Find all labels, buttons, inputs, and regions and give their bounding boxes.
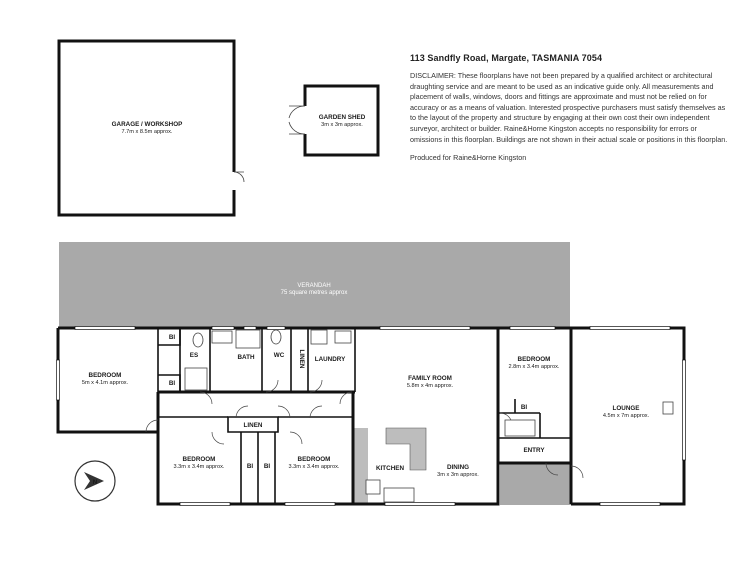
lounge-dimensions: 4.5m x 7m approx. <box>602 413 650 419</box>
garden-shed <box>289 86 378 155</box>
linen-vertical-label: LINEN <box>298 349 305 369</box>
ensuite-label: ES <box>189 352 199 359</box>
bi-b2-label: BI <box>246 463 254 470</box>
verandah <box>59 242 570 328</box>
entry-label: ENTRY <box>523 447 545 454</box>
dining-label: DINING <box>446 464 470 471</box>
kitchen-label: KITCHEN <box>376 465 404 472</box>
plan-info <box>410 53 728 162</box>
garage-dimensions: 7.7m x 8.5m approx. <box>121 129 173 135</box>
bath-label: BATH <box>237 354 255 361</box>
house-walls <box>58 328 684 504</box>
disclaimer-text: DISCLAIMER: These floorplans have not been prepared by a qualified architect or architectural draughting service and are meant to be used as an indicative guide only. All measurements and placement of walls, windows, doors and fittings are approximate and must not be relied on for accuracy or as a means of valuation. Interested prospective purchasers must satisfy themselves as to the layout of the property and structure by engaging at their own cost their own independent surveyor, architect or builder. Raine&Horne Kingston accepts no responsibility for errors or omissions in this floorplan. Buildings are not shown in their actual scale or positions in this floorplan. <box>410 71 728 144</box>
windows <box>57 327 686 506</box>
garage-workshop <box>59 41 244 215</box>
bedroom2-label: BEDROOM <box>182 456 216 463</box>
linen-hall-label: LINEN <box>243 422 263 429</box>
bedroom2-dimensions: 3.3m x 3.4m approx. <box>173 464 225 470</box>
laundry-label: LAUNDRY <box>314 356 346 363</box>
bedroom4-dimensions: 2.8m x 3.4m approx. <box>508 364 560 370</box>
bedroom3-dimensions: 3.3m x 3.4m approx. <box>288 464 340 470</box>
bi-bottom-label: BI <box>168 380 176 387</box>
compass-icon <box>75 461 115 501</box>
wc-label: WC <box>273 352 285 359</box>
bedroom1-dimensions: 5m x 4.1m approx. <box>81 380 129 386</box>
garage-label: GARAGE / WORKSHOP <box>111 121 183 128</box>
family-room-label: FAMILY ROOM <box>408 375 452 382</box>
property-address: 113 Sandfly Road, Margate, TASMANIA 7054 <box>410 53 603 63</box>
produced-for-text: Produced for Raine&Horne Kingston <box>410 153 527 163</box>
shed-dimensions: 3m x 3m approx. <box>321 122 363 128</box>
family-room-dimensions: 5.8m x 4m approx. <box>406 383 454 389</box>
bi-top-label: BI <box>168 334 176 341</box>
bi-b3-label: BI <box>263 463 271 470</box>
bedroom3-label: BEDROOM <box>297 456 331 463</box>
bi-right-label: BI <box>520 404 528 411</box>
lounge-label: LOUNGE <box>612 405 640 412</box>
compass-label: N <box>92 479 98 486</box>
dining-dimensions: 3m x 3m approx. <box>437 472 479 478</box>
shed-label: GARDEN SHED <box>318 114 366 121</box>
verandah-label: VERANDAH <box>297 283 331 289</box>
verandah-dimensions: 75 square metres approx <box>280 290 348 296</box>
kitchen-island <box>386 428 426 470</box>
entry-step <box>500 463 571 505</box>
bedroom4-label: BEDROOM <box>517 356 551 363</box>
bedroom1-label: BEDROOM <box>88 372 122 379</box>
